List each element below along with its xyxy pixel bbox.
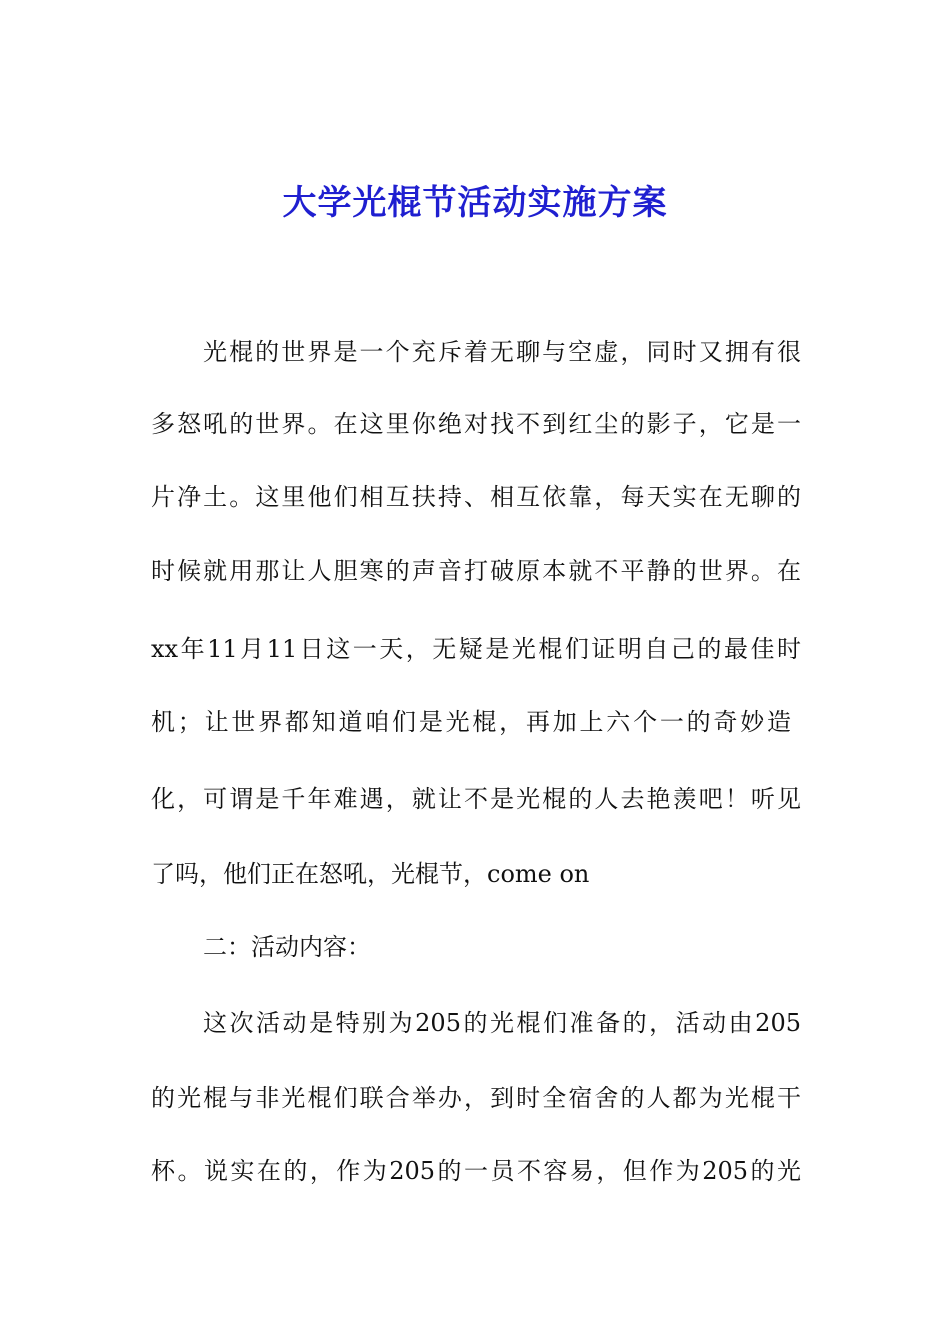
text-line: xx年11月11日这一天，无疑是光棍们证明自己的最佳时	[151, 635, 801, 663]
text-line: 机；让世界都知道咱们是光棍，再加上六个一的奇妙造	[151, 708, 791, 736]
text-line: 的光棍与非光棍们联合举办，到时全宿舍的人都为光棍干	[151, 1084, 801, 1112]
text-line: 这次活动是特别为205的光棍们准备的，活动由205	[203, 1009, 801, 1037]
text-line: 多怒吼的世界。在这里你绝对找不到红尘的影子，它是一	[151, 410, 801, 438]
text-line: 光棍的世界是一个充斥着无聊与空虚，同时又拥有很	[203, 338, 801, 366]
text-line: 时候就用那让人胆寒的声音打破原本就不平静的世界。在	[151, 557, 801, 585]
document-title: 大学光棍节活动实施方案	[282, 183, 668, 223]
text-line: 化，可谓是千年难遇，就让不是光棍的人去艳羡吧！听见	[151, 785, 801, 813]
text-line: 了吗，他们正在怒吼，光棍节，come on	[151, 860, 590, 888]
section-heading-activity: 二：活动内容：	[203, 933, 371, 961]
text-line: 片净土。这里他们相互扶持、相互依靠，每天实在无聊的	[151, 483, 801, 511]
text-line: 杯。说实在的，作为205的一员不容易，但作为205的光	[151, 1157, 801, 1185]
